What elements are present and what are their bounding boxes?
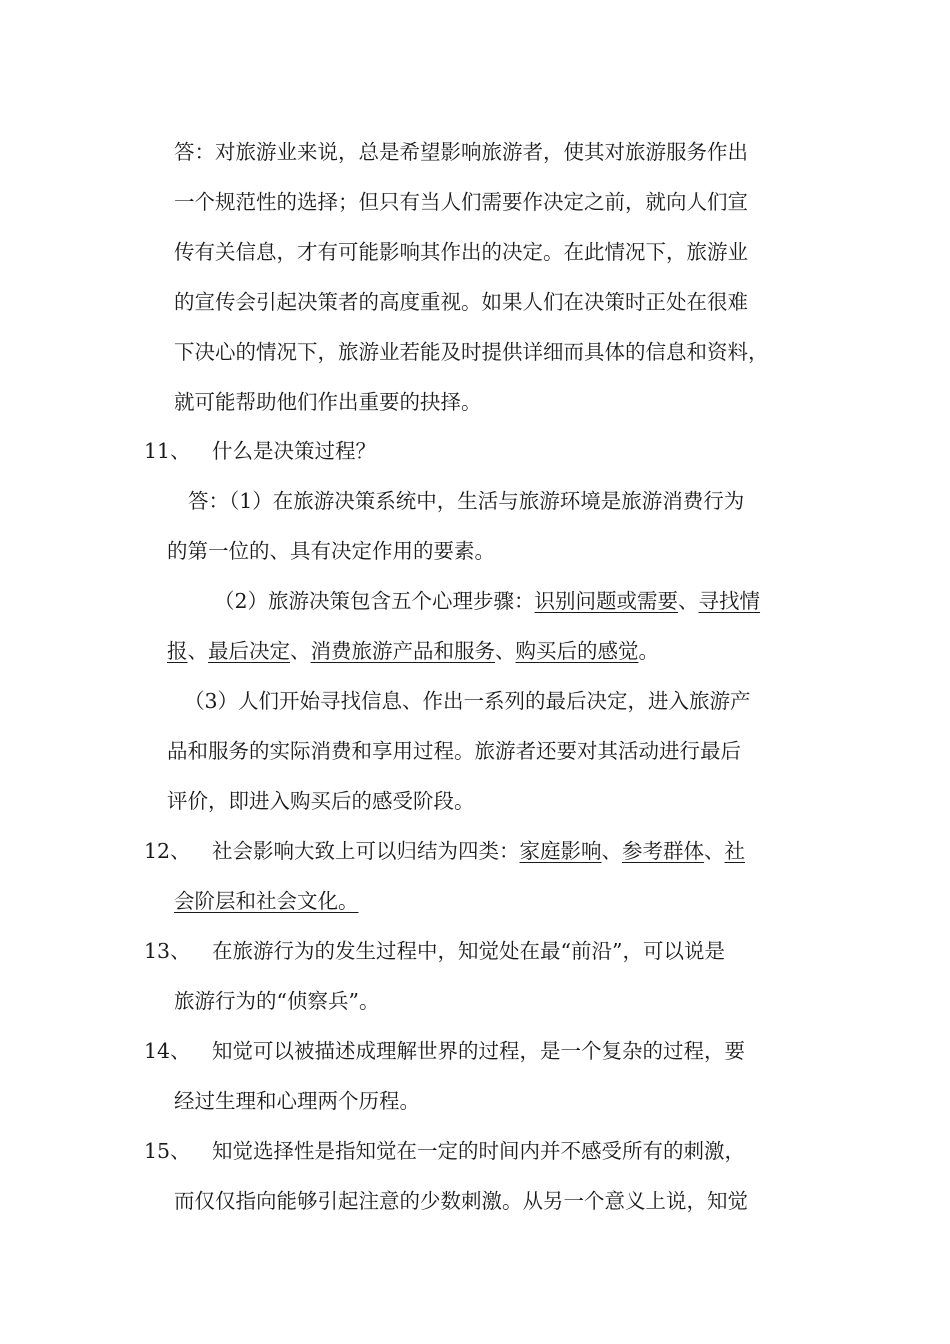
- question-text: 什么是决策过程？: [212, 439, 376, 463]
- answer-line: （3）人们开始寻找信息、作出一系列的最后决定，进入旅游产: [184, 689, 751, 713]
- answer-line: 的宣传会引起决策者的高度重视。如果人们在决策时正处在很难: [174, 290, 748, 314]
- underlined-term: 报: [167, 639, 188, 663]
- underlined-term: 识别问题或需要: [534, 589, 679, 613]
- answer-line: 下决心的情况下，旅游业若能及时提供详细而具体的信息和资料，: [174, 340, 769, 364]
- answer-line: 答：（1）在旅游决策系统中，生活与旅游环境是旅游消费行为: [188, 489, 745, 513]
- underlined-term: 消费旅游产品和服务: [310, 639, 495, 663]
- item-text: 而仅仅指向能够引起注意的少数刺激。从另一个意义上说，知觉: [174, 1189, 748, 1213]
- underlined-term: 购买后的感觉: [515, 639, 639, 663]
- answer-line: 就可能帮助他们作出重要的抉择。: [174, 390, 482, 414]
- answer-line: 品和服务的实际消费和享用过程。旅游者还要对其活动进行最后: [167, 739, 741, 763]
- answer-line: 评价，即进入购买后的感受阶段。: [167, 789, 475, 813]
- answer-line: 的第一位的、具有决定作用的要素。: [167, 539, 495, 563]
- underlined-term: 参考群体: [622, 839, 704, 863]
- item-text: 知觉选择性是指知觉在一定的时间内并不感受所有的刺激，: [212, 1139, 745, 1163]
- item-number: 15、: [144, 1139, 191, 1163]
- item-text: [174, 888, 359, 914]
- item-text: 知觉可以被描述成理解世界的过程，是一个复杂的过程，要: [212, 1039, 745, 1063]
- item-text: 经过生理和心理两个历程。: [174, 1089, 420, 1113]
- underlined-term: 最后决定: [208, 639, 290, 663]
- underlined-term: 寻找情: [698, 589, 761, 613]
- answer-line: 报、最后决定、消费旅游产品和服务、购买后的感觉。: [167, 639, 659, 663]
- item-number: 13、: [144, 939, 191, 963]
- item-number: 14、: [144, 1039, 191, 1063]
- item-text: 旅游行为的“侦察兵”。: [174, 989, 380, 1013]
- item-text: 在旅游行为的发生过程中，知觉处在最“前沿”，可以说是: [212, 939, 725, 963]
- item-number: 12、: [144, 839, 191, 863]
- answer-line: 答：对旅游业来说，总是希望影响旅游者，使其对旅游服务作出: [174, 140, 748, 164]
- answer-line: 传有关信息，才有可能影响其作出的决定。在此情况下，旅游业: [174, 240, 748, 264]
- answer-line: 一个规范性的选择；但只有当人们需要作决定之前，就向人们宣: [174, 190, 748, 214]
- underlined-term: 家庭影响: [519, 839, 602, 863]
- answer-line: （2）旅游决策包含五个心理步骤：识别问题或需要、寻找情: [214, 589, 761, 613]
- item-text: 社会影响大致上可以归结为四类：家庭影响、参考群体、社: [212, 839, 745, 863]
- item-number: 11、: [144, 439, 191, 463]
- underlined-term: 社: [724, 839, 745, 863]
- underlined-term: 会阶层和社会文化。: [174, 889, 359, 913]
